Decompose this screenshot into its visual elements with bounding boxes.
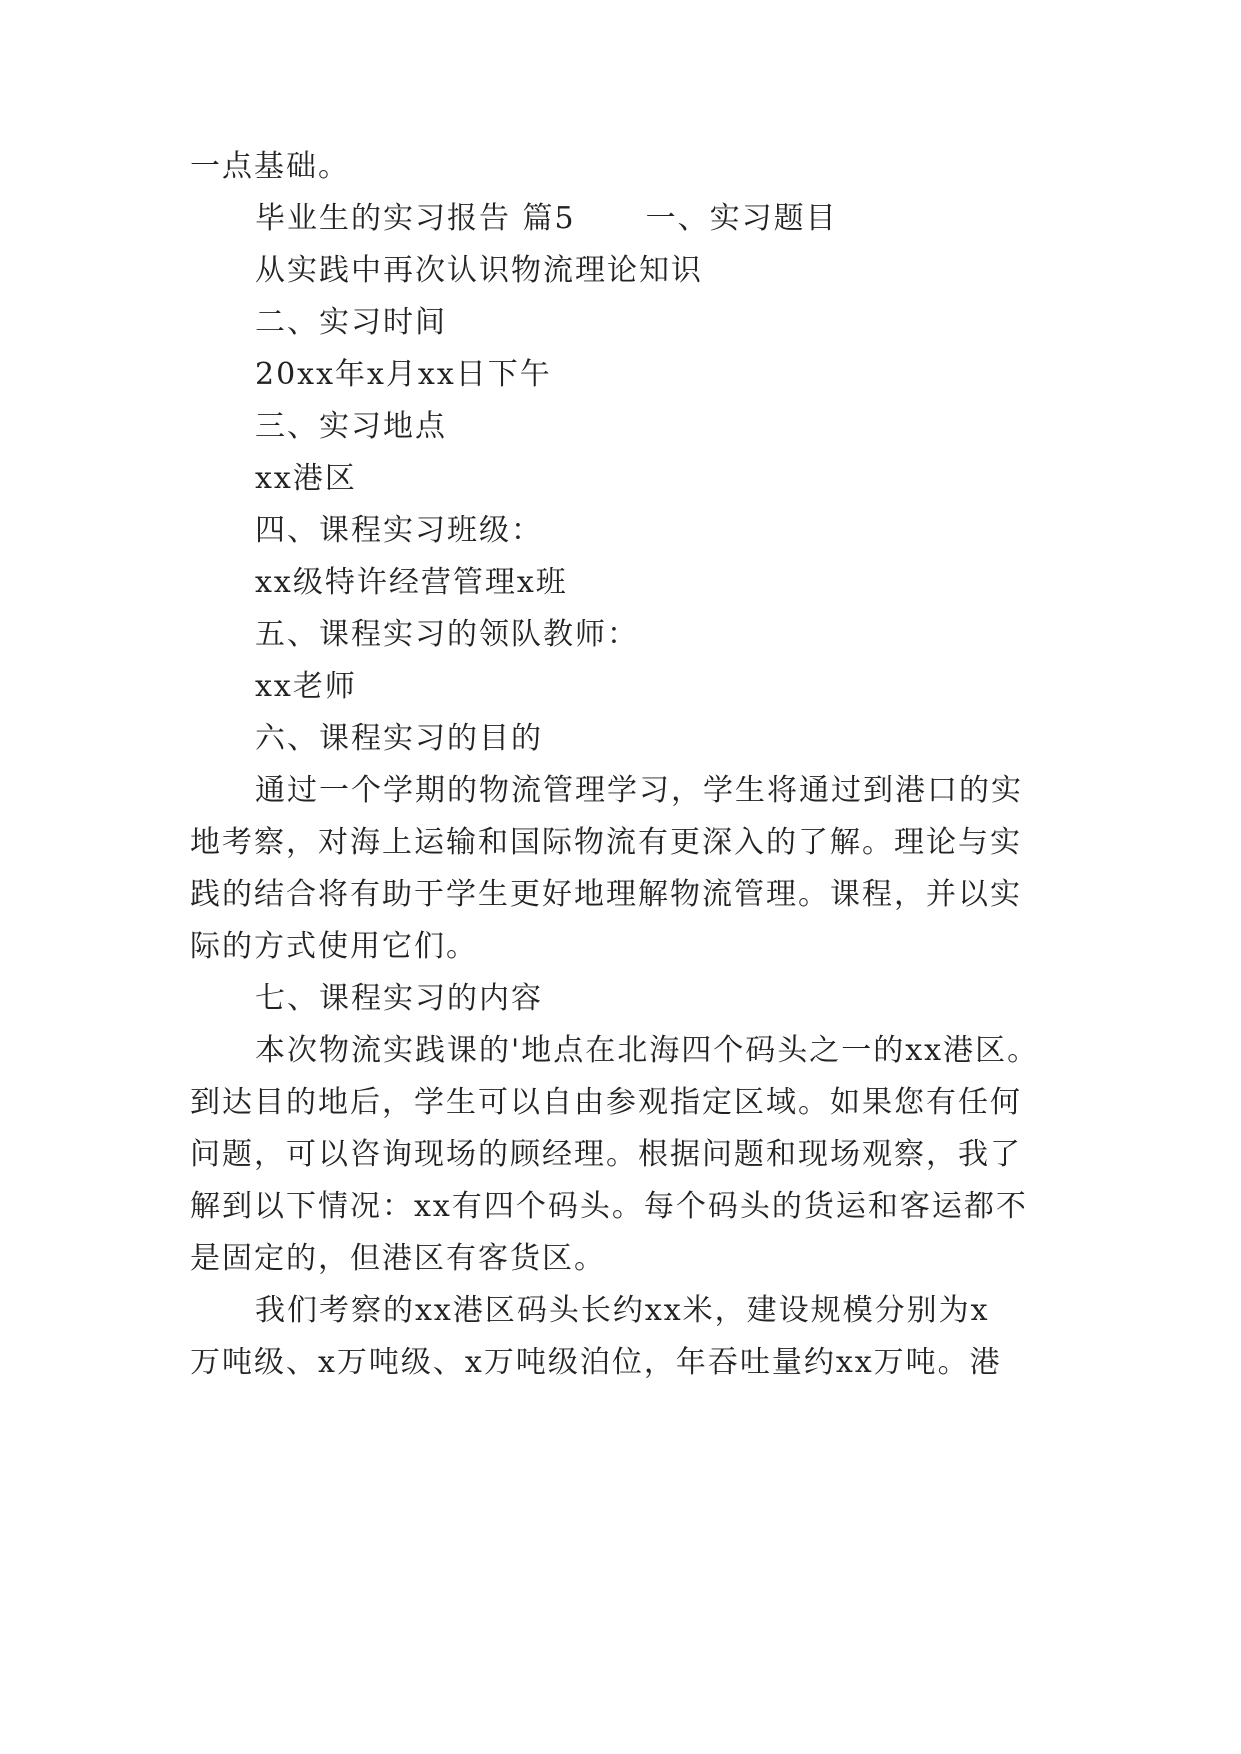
- section-heading: 一、实习题目: [645, 201, 838, 236]
- text-line: xx老师: [255, 669, 357, 704]
- section-heading: 三、实习地点: [255, 409, 447, 444]
- paragraph-line: 践的结合将有助于学生更好地理解物流管理。课程，并以实: [190, 877, 1022, 912]
- section-heading: 二、实习时间: [255, 305, 447, 340]
- paragraph-line: 我们考察的xx港区码头长约xx米，建设规模分别为x: [255, 1293, 990, 1328]
- text-line: 20xx年x月xx日下午: [255, 357, 552, 392]
- section-heading: 七、课程实习的内容: [255, 981, 543, 1016]
- text-line: 一点基础。: [190, 149, 350, 184]
- text-line: 从实践中再次认识物流理论知识: [255, 253, 703, 288]
- paragraph-line: 到达目的地后，学生可以自由参观指定区域。如果您有任何: [190, 1085, 1022, 1120]
- paragraph-line: 问题，可以咨询现场的顾经理。根据问题和现场观察，我了: [190, 1137, 1022, 1172]
- paragraph-line: 万吨级、x万吨级、x万吨级泊位，年吞吐量约xx万吨。港: [190, 1345, 1002, 1380]
- section-heading: 六、课程实习的目的: [255, 721, 543, 756]
- section-heading-line: [255, 199, 838, 239]
- paragraph-line: 是固定的，但港区有客货区。: [190, 1241, 606, 1276]
- section-heading: 四、课程实习班级：: [255, 513, 543, 548]
- section-heading: 五、课程实习的领队教师：: [255, 617, 639, 652]
- report-title: 毕业生的实习报告 篇5: [255, 201, 576, 236]
- paragraph-line: 解到以下情况：xx有四个码头。每个码头的货运和客运都不: [190, 1189, 1028, 1224]
- paragraph-line: 地考察，对海上运输和国际物流有更深入的了解。理论与实: [190, 825, 1022, 860]
- paragraph-line: 本次物流实践课的'地点在北海四个码头之一的xx港区。: [255, 1033, 1040, 1068]
- text-line: xx港区: [255, 461, 357, 496]
- paragraph-line: 通过一个学期的物流管理学习，学生将通过到港口的实: [255, 773, 1023, 808]
- paragraph-line: 际的方式使用它们。: [190, 929, 478, 964]
- text-line: xx级特许经营管理x班: [255, 565, 568, 600]
